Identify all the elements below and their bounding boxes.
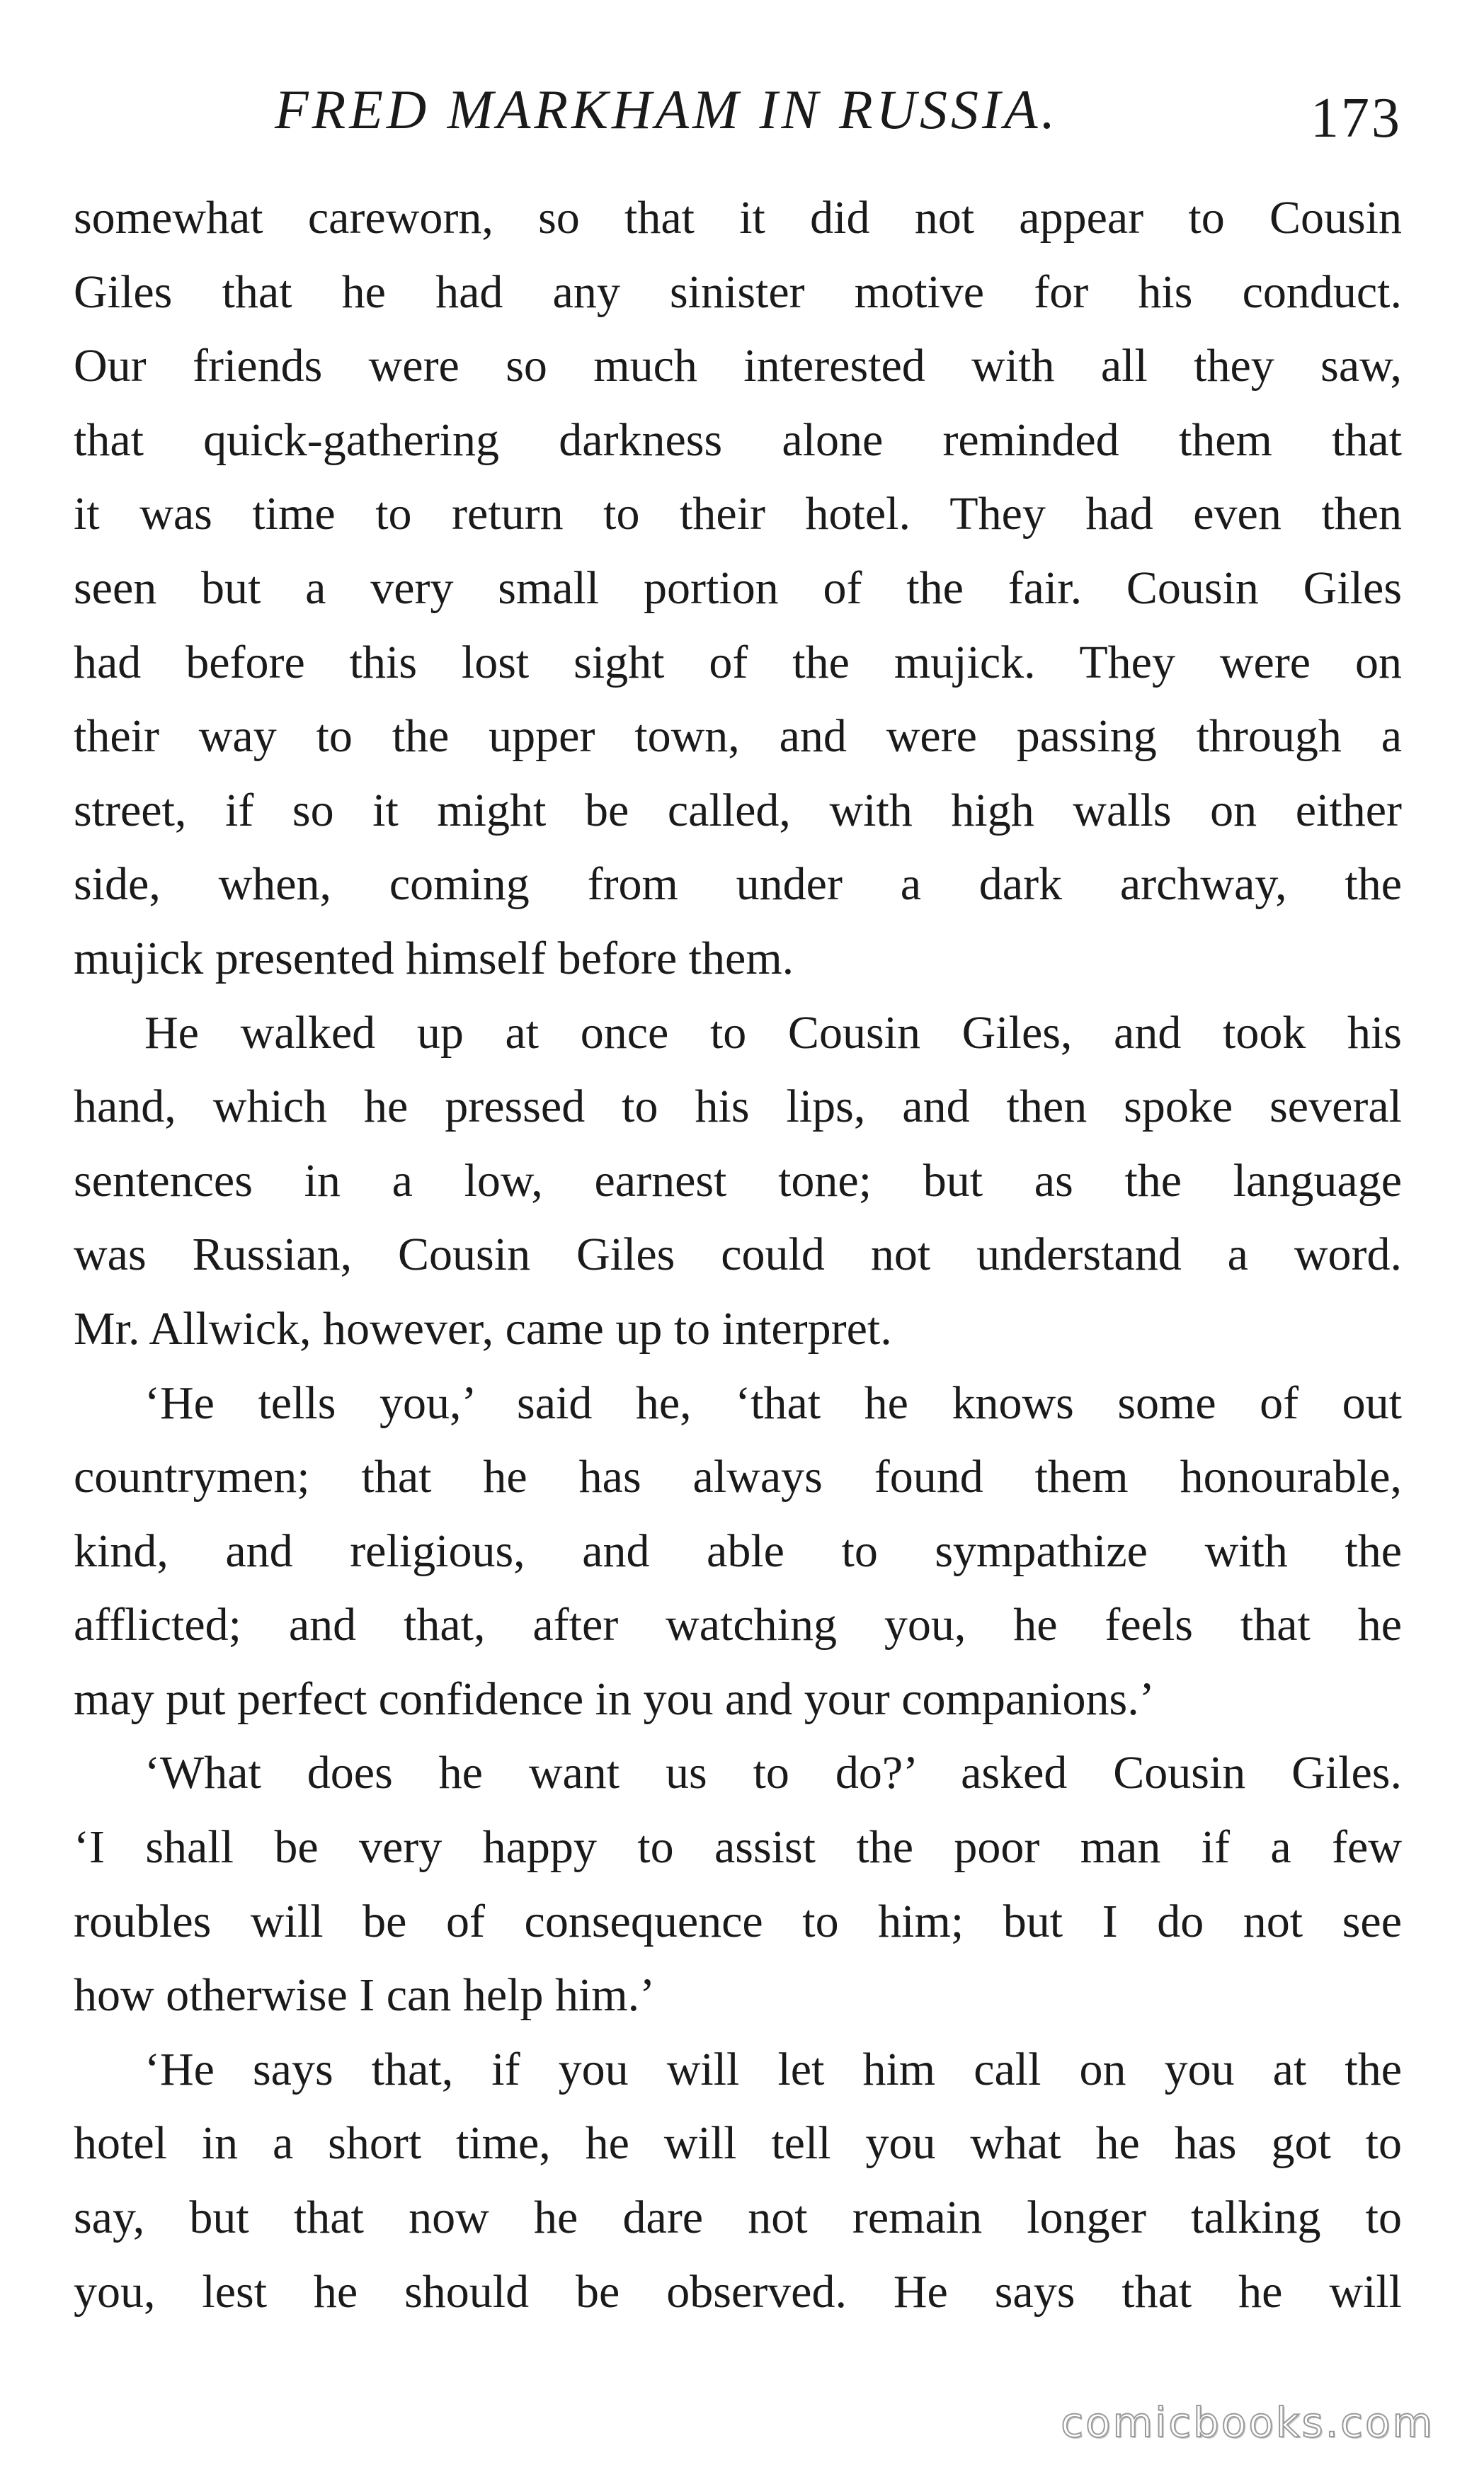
text-line: their way to the upper town, and were passing through a — [74, 710, 1402, 763]
text-line: was Russian, Cousin Giles could not understand a word. — [74, 1229, 1402, 1281]
text-line: sentences in a low, earnest tone; but as the language — [74, 1154, 1402, 1207]
text-line: kind, and religious, and able to sympathize with the — [74, 1525, 1402, 1577]
text-line: Giles that he had any sinister motive for his conduct. — [74, 266, 1402, 318]
running-title: FRED MARKHAM IN RUSSIA. — [275, 79, 1059, 140]
text-line: side, when, coming from under a dark archway, the — [74, 858, 1402, 911]
text-line: ‘I shall be very happy to assist the poor man if a few — [74, 1821, 1402, 1874]
text-line: He walked up at once to Cousin Giles, and took his — [144, 1006, 1402, 1059]
text-line: seen but a very small portion of the fair. Cousin Giles — [74, 562, 1402, 614]
page-header — [71, 71, 1402, 149]
text-line: Our friends were so much interested with all they saw, — [74, 340, 1402, 392]
text-line: roubles will be of consequence to him; but I do not see — [74, 1895, 1402, 1947]
watermark: comicbooks.com — [1061, 2398, 1434, 2447]
page-number: 173 — [1311, 87, 1402, 149]
text-line: may put perfect confidence in you and your companions.’ — [74, 1673, 1155, 1725]
text-line: Mr. Allwick, however, came up to interpret. — [74, 1302, 892, 1355]
text-line: you, lest he should be observed. He says that he will — [74, 2265, 1402, 2318]
text-line: it was time to return to their hotel. They had even then — [74, 488, 1402, 540]
text-line: had before this lost sight of the mujick. They were on — [74, 636, 1402, 688]
text-line: how otherwise I can help him.’ — [74, 1969, 656, 2022]
text-line: afflicted; and that, after watching you, he feels that he — [74, 1599, 1402, 1651]
text-line: ‘He tells you,’ said he, ‘that he knows some of out — [144, 1377, 1402, 1429]
text-line: street, if so it might be called, with high walls on either — [74, 784, 1402, 836]
text-line: ‘What does he want us to do?’ asked Cousin Giles. — [144, 1747, 1402, 1799]
text-line: say, but that now he dare not remain longer talking to — [74, 2192, 1402, 2244]
body-text — [74, 181, 1402, 2329]
text-line: that quick-gathering darkness alone reminded them that — [74, 414, 1402, 466]
text-line: countrymen; that he has always found them honourable, — [74, 1451, 1402, 1503]
text-line: somewhat careworn, so that it did not appear to Cousin — [74, 192, 1402, 244]
text-line: mujick presented himself before them. — [74, 932, 794, 984]
text-line: ‘He says that, if you will let him call on you at the — [144, 2043, 1402, 2095]
text-line: hotel in a short time, he will tell you what he has got to — [74, 2117, 1402, 2170]
text-line: hand, which he pressed to his lips, and then spoke several — [74, 1081, 1402, 1133]
